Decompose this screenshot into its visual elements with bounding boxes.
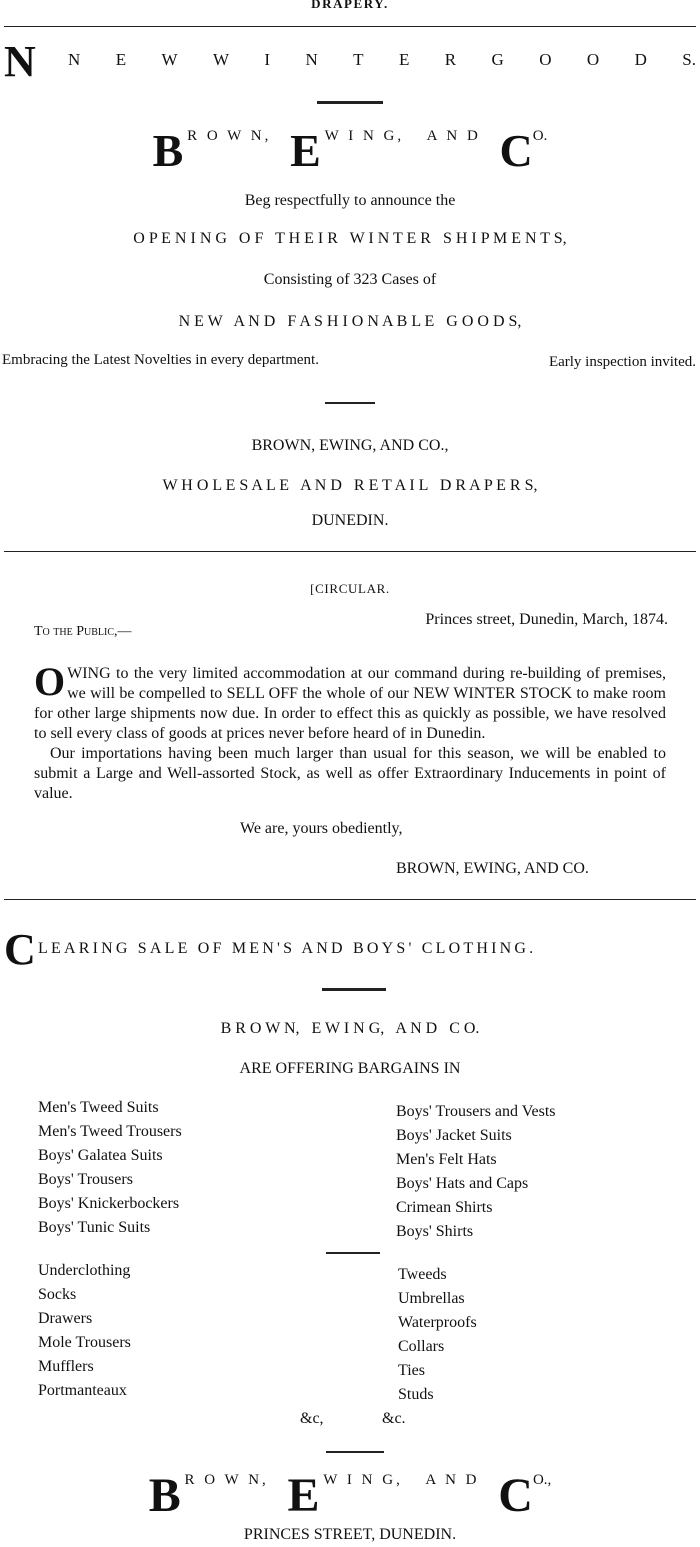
- list-item: Boys' Tunic Suits: [38, 1219, 151, 1236]
- list-item: Boys' Galatea Suits: [38, 1147, 163, 1164]
- ad3-list-right-2: [398, 1263, 477, 1407]
- divider: [4, 26, 696, 27]
- list-item: Underclothing: [38, 1262, 131, 1279]
- list-item: Studs: [398, 1386, 434, 1403]
- list-item: Mole Trousers: [38, 1334, 131, 1351]
- list-item: Ties: [398, 1362, 425, 1379]
- ad3-list-right-1: [396, 1100, 556, 1244]
- etc-right: &c.: [382, 1410, 406, 1427]
- ad1-announce: Beg respectfully to announce the: [244, 192, 456, 209]
- list-item: Drawers: [38, 1310, 93, 1327]
- ad1-headline: N N E W W I N T E R G O O D S.: [4, 37, 696, 86]
- list-item: Tweeds: [398, 1266, 447, 1283]
- list-item: Socks: [38, 1286, 77, 1303]
- ad2-circular: [CIRCULAR.: [310, 581, 390, 596]
- list-item: Men's Tweed Suits: [38, 1099, 159, 1116]
- ad2-closing: We are, yours obediently,: [240, 820, 403, 837]
- ad3-offering: ARE OFFERING BARGAINS IN: [239, 1060, 461, 1077]
- short-rule: [322, 988, 386, 991]
- ad2-salutation: To the Public,—: [34, 624, 132, 639]
- short-rule: [326, 1252, 380, 1254]
- list-item: Waterproofs: [398, 1314, 477, 1331]
- ad2-signature: BROWN, EWING, AND CO.: [396, 860, 589, 877]
- list-item: Umbrellas: [398, 1290, 465, 1307]
- divider: [4, 899, 696, 900]
- ad1-firm-address: BROWN, EWING, AND CO.,: [251, 437, 449, 454]
- ad3-firm: B R O W N, E W I N G, A N D C O.: [220, 1020, 480, 1037]
- ad3-list-left-2: [38, 1259, 131, 1403]
- section-heading: DRAPERY.: [311, 0, 389, 11]
- list-item: Portmanteaux: [38, 1382, 127, 1399]
- list-item: Boys' Knickerbockers: [38, 1195, 180, 1212]
- ad2-paragraph-2: Our importations having been much larger than usual for this season, we will be enabled to submit a Large and Well-assorted Stock, as well as offer Extraordinary Inducements in point of value.: [34, 745, 666, 802]
- ad2-paragraph-1-first: WING to the very limited accommodation at our command during: [67, 665, 505, 682]
- list-item: Crimean Shirts: [396, 1199, 493, 1216]
- list-item: Men's Felt Hats: [396, 1151, 497, 1168]
- ad1-embracing: Embracing the Latest Novelties in every department.: [2, 352, 319, 368]
- divider: [4, 551, 696, 552]
- ad2-body: [34, 659, 667, 804]
- list-item: Boys' Jacket Suits: [396, 1127, 512, 1144]
- ad1-opening: O P E N I N G O F T H E I R W I N T E R S H I P M E N T S,: [133, 230, 567, 247]
- ad1-trade: W H O L E S A L E A N D R E T A I L D R A P E R S,: [162, 477, 538, 494]
- drop-cap: O: [34, 659, 66, 704]
- ad2-paragraph-1: re-building of premises, we will be compelled to SELL OFF the whole of our NEW WINTER STOCK to make room for other large shipments now due. In order to effect this as quickly as possible, we have resolved to sell every class of goods at prices never before heard of in Dunedin.: [34, 665, 667, 742]
- list-item: Boys' Trousers: [38, 1171, 133, 1188]
- list-item: Boys' Shirts: [396, 1223, 474, 1240]
- ad3-address: PRINCES STREET, DUNEDIN.: [243, 1526, 457, 1543]
- etc-left: &c,: [300, 1410, 324, 1427]
- list-item: Men's Tweed Trousers: [38, 1123, 182, 1140]
- list-item: Boys' Hats and Caps: [396, 1175, 529, 1192]
- list-item: Mufflers: [38, 1358, 94, 1375]
- short-rule: [325, 402, 375, 404]
- ad1-inspection: Early inspection invited.: [548, 354, 696, 370]
- ad3-list-left-1: [38, 1096, 182, 1240]
- ad2-dateline: Princes street, Dunedin, March, 1874.: [425, 611, 668, 628]
- ad1-consisting: Consisting of 323 Cases of: [263, 271, 437, 288]
- list-item: Boys' Trousers and Vests: [396, 1103, 556, 1120]
- ad1-firm-name: B R O W N, E W I N G, A N D CO.: [152, 125, 548, 176]
- ad3-firm-footer: B R O W N, E W I N G, A N D CO.,: [148, 1469, 552, 1522]
- short-rule: [317, 101, 383, 104]
- ad1-city: DUNEDIN.: [311, 512, 389, 529]
- short-rule: [326, 1451, 384, 1453]
- ad1-goods: N E W A N D F A S H I O N A B L E G O O D S,: [178, 313, 522, 330]
- list-item: Collars: [398, 1338, 445, 1355]
